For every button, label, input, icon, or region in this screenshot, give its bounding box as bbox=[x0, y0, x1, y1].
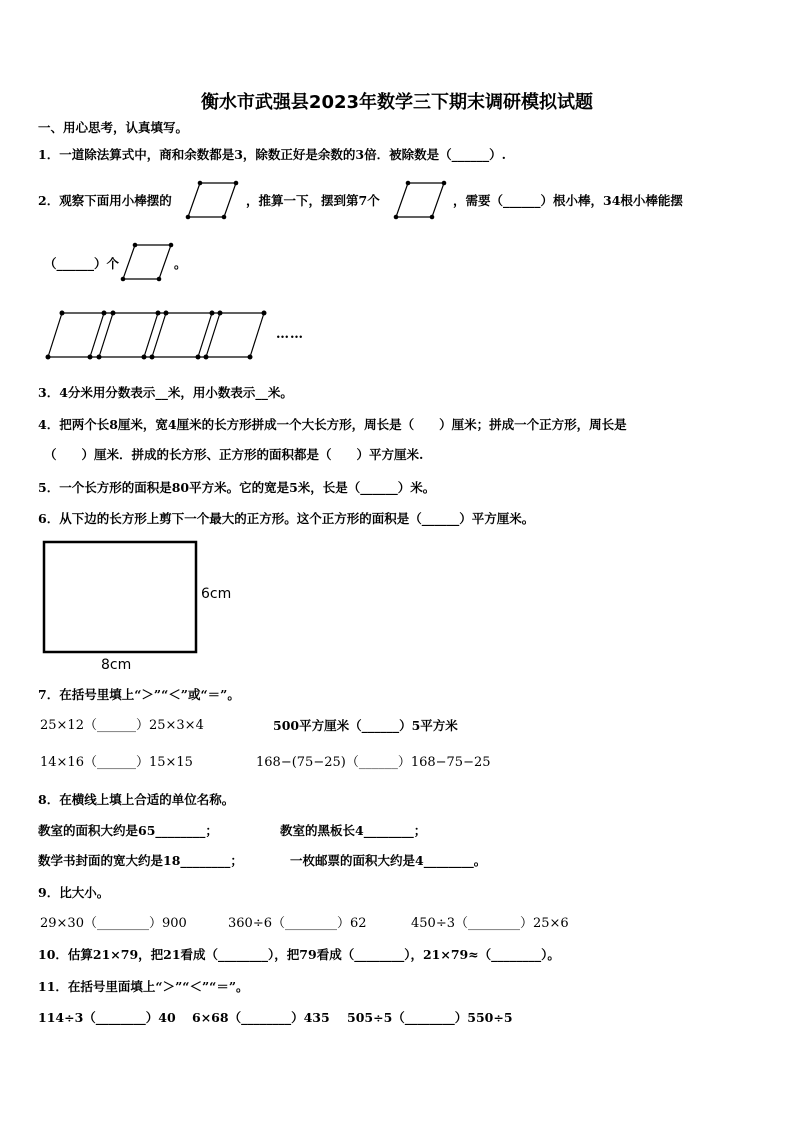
question-9: 9．比大小。 bbox=[38, 885, 110, 900]
question-8-row2-left: 数学书封面的宽大约是18________； bbox=[38, 853, 243, 868]
question-7-row2-left: 14×16（______）15×15 bbox=[40, 755, 193, 770]
question-3: 3．4分米用分数表示__米，用小数表示__米。 bbox=[38, 385, 293, 400]
question-9-c: 450÷3（________）25×6 bbox=[411, 916, 569, 931]
question-11-a: 114÷3（________）40 bbox=[38, 1010, 176, 1025]
question-4-line1: 4．把两个长8厘米，宽4厘米的长方形拼成一个大长方形，周长是（ ）厘米；拼成一个正方形，周长是 bbox=[38, 417, 627, 432]
section-heading: 一、用心思考，认真填写。 bbox=[38, 120, 189, 135]
question-5: 5．一个长方形的面积是80平方米。它的宽是5米，长是（______）米。 bbox=[38, 480, 436, 495]
parallelogram-chain-figure bbox=[40, 305, 280, 365]
question-9-a: 29×30（________）900 bbox=[40, 916, 187, 931]
question-2-part3: ，需要（______）根小棒，34根小棒能摆 bbox=[453, 193, 683, 208]
question-1: 1．一道除法算式中，商和余数都是3，除数正好是余数的3倍．被除数是（______）. bbox=[38, 147, 506, 162]
continuation-dots: …… bbox=[276, 327, 304, 342]
question-8-row1-right: 教室的黑板长4________； bbox=[280, 823, 427, 838]
question-11-c: 505÷5（________）550÷5 bbox=[347, 1010, 513, 1025]
question-10: 10．估算21×79，把21看成（________），把79看成（________），21×79≈（________）。 bbox=[38, 947, 560, 962]
question-11-b: 6×68（________）435 bbox=[192, 1010, 330, 1025]
parallelogram-icon bbox=[117, 241, 177, 285]
question-2-part2: ，推算一下，摆到第7个 bbox=[246, 193, 380, 208]
question-7: 7．在括号里填上“＞”“＜”或“＝”。 bbox=[38, 687, 240, 702]
height-label: 6cm bbox=[201, 586, 232, 602]
question-8-row1-left: 教室的面积大约是65________； bbox=[38, 823, 218, 838]
rectangle-figure bbox=[40, 538, 200, 656]
question-7-row1-right: 500平方厘米（______）5平方米 bbox=[273, 718, 458, 733]
question-9-b: 360÷6（________）62 bbox=[228, 916, 367, 931]
question-6: 6．从下边的长方形上剪下一个最大的正方形。这个正方形的面积是（______）平方厘米。 bbox=[38, 511, 535, 526]
question-2-part4: （______）个 bbox=[44, 256, 120, 271]
question-7-row1-left: 25×12（______）25×3×4 bbox=[40, 718, 204, 733]
question-8: 8．在横线上填上合适的单位名称。 bbox=[38, 792, 235, 807]
parallelogram-icon bbox=[392, 178, 448, 222]
question-7-row2-right: 168−(75−25)（______）168−75−25 bbox=[256, 755, 491, 770]
question-2-part5: 。 bbox=[174, 256, 187, 271]
question-11: 11．在括号里面填上“＞”“＜”“＝”。 bbox=[38, 979, 249, 994]
parallelogram-icon bbox=[184, 178, 240, 222]
question-2-part1: 2．观察下面用小棒摆的 bbox=[38, 193, 172, 208]
question-8-row2-right: 一枚邮票的面积大约是4________。 bbox=[290, 853, 487, 868]
width-label: 8cm bbox=[101, 657, 132, 673]
page-title: 衡水市武强县2023年数学三下期末调研模拟试题 bbox=[200, 92, 594, 113]
question-4-line2: （ ）厘米．拼成的长方形、正方形的面积都是（ ）平方厘米. bbox=[44, 447, 424, 462]
